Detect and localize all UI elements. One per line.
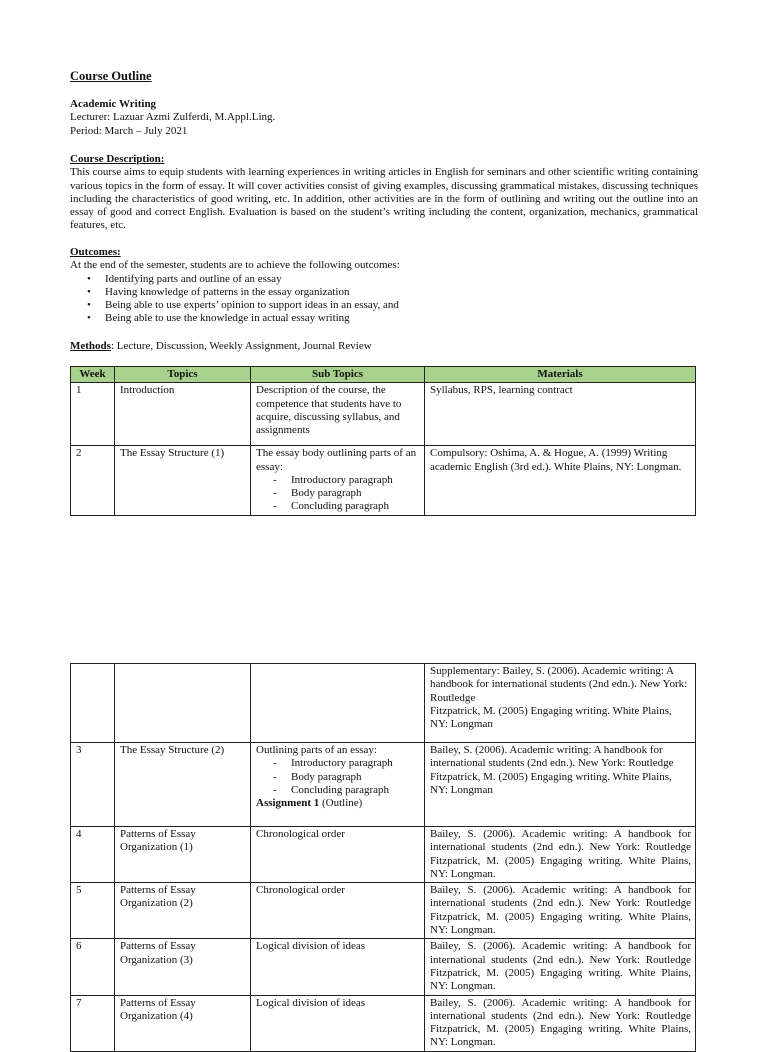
period: Period: March – July 2021 [70, 124, 188, 137]
outcome-item: • Being able to use experts’ opinion to support ideas in an essay, and [87, 299, 698, 312]
subtopic-item: - Concluding paragraph [273, 784, 420, 797]
page-title: Course Outline [70, 69, 152, 83]
cell-week: 2 [71, 446, 115, 515]
cell-subtopic [251, 446, 425, 515]
assignment-detail: (Outline) [319, 797, 363, 810]
table-row [71, 446, 696, 515]
cell-materials: Bailey, S. (2006). Academic writing: A handbook for international students (2nd edn.). New York: Routledge Fitzpatrick, M. (2005) Engaging writing. White Plains, NY: Longman. [425, 883, 696, 939]
cell-subtopic [251, 743, 425, 827]
cell-materials: Bailey, S. (2006). Academic writing: A handbook for international students (2nd edn.). New York: Routledge Fitzpatrick, M. (2005) Engaging writing. White Plains, NY: Longman [425, 743, 696, 827]
cell-week: 6 [71, 939, 115, 995]
header-week: Week [71, 367, 115, 383]
cell-week: 4 [71, 827, 115, 883]
cell-week: 7 [71, 995, 115, 1051]
cell-topic [115, 664, 251, 743]
table-row [71, 664, 696, 743]
schedule-table-continued [70, 663, 696, 1052]
cell-topic: The Essay Structure (1) [115, 446, 251, 515]
lecturer: Lecturer: Lazuar Azmi Zulferdi, M.Appl.Ling. [70, 111, 276, 124]
outcomes-list [70, 273, 698, 326]
cell-topic: Patterns of Essay Organization (2) [115, 883, 251, 939]
cell-materials: Bailey, S. (2006). Academic writing: A handbook for international students (2nd edn.). New York: Routledge Fitzpatrick, M. (2005) Engaging writing. White Plains, NY: Longman. [425, 995, 696, 1051]
cell-subtopic: Logical division of ideas [251, 995, 425, 1051]
subtopic-list [256, 474, 420, 514]
course-info [70, 98, 698, 138]
cell-subtopic [251, 664, 425, 743]
cell-materials: Bailey, S. (2006). Academic writing: A handbook for international students (2nd edn.). New York: Routledge Fitzpatrick, M. (2005) Engaging writing. White Plains, NY: Longman. [425, 827, 696, 883]
schedule-table [70, 366, 696, 516]
subtopic-intro: The essay body outlining parts of an essay: [256, 447, 417, 473]
subtopic-item: - Introductory paragraph [273, 757, 420, 770]
description-heading: Course Description: [70, 153, 165, 165]
cell-materials: Syllabus, RPS, learning contract [425, 383, 696, 446]
cell-materials: Compulsory: Oshima, A. & Hogue, A. (1999) Writing academic English (3rd ed.). White Plains, NY: Longman. [425, 446, 696, 515]
cell-topic: Introduction [115, 383, 251, 446]
table-row [71, 883, 696, 939]
table-row [71, 995, 696, 1051]
subtopic-intro: Outlining parts of an essay: [256, 744, 377, 756]
methods-label: Methods [70, 340, 111, 352]
cell-subtopic: Chronological order [251, 883, 425, 939]
subtopic-item: - Introductory paragraph [273, 474, 420, 487]
table-row [71, 383, 696, 446]
assignment-line [256, 797, 420, 810]
subtopic-item: - Body paragraph [273, 771, 420, 784]
cell-subtopic: Chronological order [251, 827, 425, 883]
header-subtopics: Sub Topics [251, 367, 425, 383]
cell-topic: Patterns of Essay Organization (3) [115, 939, 251, 995]
cell-week: 5 [71, 883, 115, 939]
outcomes-intro: At the end of the semester, students are to achieve the following outcomes: [70, 259, 400, 272]
table-row [71, 827, 696, 883]
header-materials: Materials [425, 367, 696, 383]
cell-topic: Patterns of Essay Organization (1) [115, 827, 251, 883]
table-header-row [71, 367, 696, 383]
table-row [71, 743, 696, 827]
assignment-label: Assignment 1 [256, 797, 320, 810]
cell-materials [425, 664, 696, 743]
outcome-item: • Identifying parts and outline of an essay [87, 273, 698, 286]
outcome-item: • Having knowledge of patterns in the essay organization [87, 286, 698, 299]
outcome-item: • Being able to use the knowledge in actual essay writing [87, 312, 698, 325]
methods-line [70, 340, 698, 353]
header-topics: Topics [115, 367, 251, 383]
cell-week: 3 [71, 743, 115, 827]
subtopic-item: - Concluding paragraph [273, 500, 420, 513]
cell-topic: Patterns of Essay Organization (4) [115, 995, 251, 1051]
outcomes-heading: Outcomes: [70, 246, 121, 258]
materials-supplementary: Supplementary: Bailey, S. (2006). Academic writing: A handbook for international students (2nd edn.). New York: Routledge [430, 665, 688, 704]
table-row [71, 939, 696, 995]
cell-subtopic: Logical division of ideas [251, 939, 425, 995]
materials-fitzpatrick: Fitzpatrick, M. (2005) Engaging writing. White Plains, NY: Longman [430, 704, 672, 731]
course-name: Academic Writing [70, 98, 157, 110]
cell-subtopic: Description of the course, the competence that students have to acquire, discussing syllabus, and assignments [251, 383, 425, 446]
outcomes-section [70, 246, 698, 326]
cell-week [71, 664, 115, 743]
course-description [70, 153, 698, 233]
subtopic-item: - Body paragraph [273, 487, 420, 500]
description-text: This course aims to equip students with learning experiences in writing articles in English for seminars and other scientific writing containing various topics in the form of essay. It will cover activities consist of giving examples, discussing grammatical mistakes, discussing techniques including the characteristics of good writing, etc. In addition, other activities are in the form of outlining and writing out the outline into an essay of good and correct English. Evaluation is based on the student’s writing including the content, organization, mechanics, grammatical features, etc. [70, 166, 698, 232]
cell-materials: Bailey, S. (2006). Academic writing: A handbook for international students (2nd edn.). New York: Routledge Fitzpatrick, M. (2005) Engaging writing. White Plains, NY: Longman. [425, 939, 696, 995]
cell-week: 1 [71, 383, 115, 446]
cell-topic: The Essay Structure (2) [115, 743, 251, 827]
methods-text: : Lecture, Discussion, Weekly Assignment, Journal Review [110, 340, 372, 352]
subtopic-list [256, 757, 420, 797]
